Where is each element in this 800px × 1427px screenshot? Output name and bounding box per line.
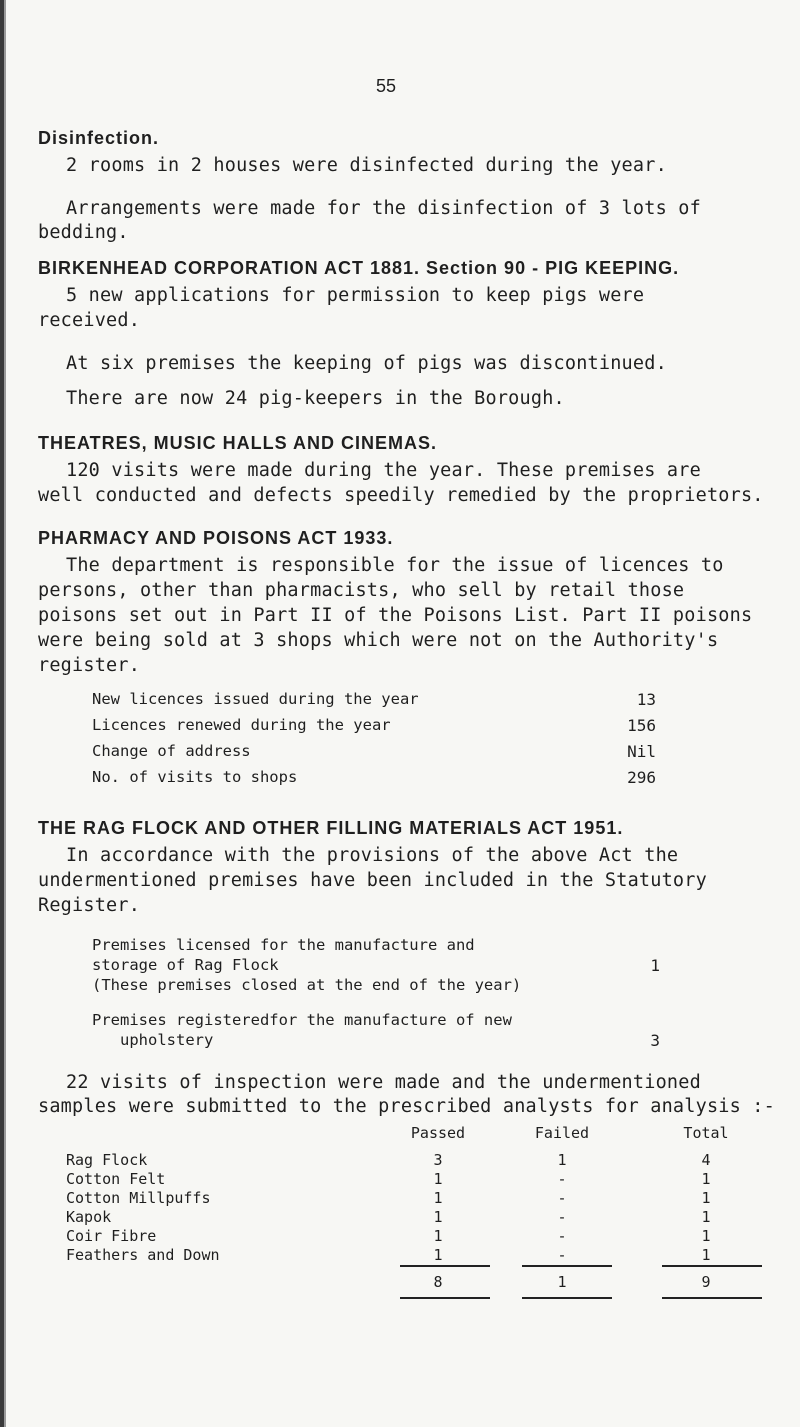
- pharmacy-stat-label: No. of visits to shops: [92, 768, 298, 786]
- page-number: 55: [376, 76, 397, 96]
- pig-keeping-heading: BIRKENHEAD CORPORATION ACT 1881. Section 90 - PIG KEEPING.: [38, 258, 680, 278]
- pig-keeping-text-3: At six premises the keeping of pigs was discontinued.: [66, 353, 667, 374]
- theatres-heading: THEATRES, MUSIC HALLS AND CINEMAS.: [38, 433, 438, 453]
- row-passed: 1: [433, 1227, 443, 1245]
- disinfection-text-2: Arrangements were made for the disinfection of 3 lots of: [66, 198, 701, 219]
- pharmacy-stat-value: 156: [627, 716, 656, 735]
- licensed-premises-note: (These premises closed at the end of the year): [92, 976, 522, 994]
- pharmacy-stat-value: 13: [636, 690, 656, 709]
- rag-flock-text-2: undermentioned premises have been included in the Statutory: [38, 870, 707, 891]
- column-header-passed: Passed: [410, 1124, 466, 1142]
- pharmacy-stat-label: New licences issued during the year: [92, 690, 419, 708]
- licensed-premises-text-1: Premises licensed for the manufacture and: [92, 936, 475, 954]
- pharmacy-text-5: register.: [38, 655, 141, 676]
- theatres-text-2: well conducted and defects speedily remedied by the proprietors.: [38, 485, 764, 506]
- row-name: Coir Fibre: [66, 1227, 157, 1245]
- visits-text-1: 22 visits of inspection were made and the undermentioned: [66, 1072, 701, 1093]
- pharmacy-text-2: persons, other than pharmacists, who sell by retail those: [38, 580, 685, 601]
- row-total: 1: [701, 1189, 711, 1207]
- row-total: 1: [701, 1227, 711, 1245]
- total-failed: 1: [557, 1273, 567, 1291]
- row-failed: -: [557, 1189, 567, 1207]
- pharmacy-heading: PHARMACY AND POISONS ACT 1933.: [38, 528, 394, 548]
- page-edge-shadow-inner: [4, 0, 6, 1427]
- row-total: 1: [701, 1208, 711, 1226]
- licensed-premises-value: 1: [650, 956, 660, 975]
- row-passed: 1: [433, 1189, 443, 1207]
- registered-premises-text-1: Premises registeredfor the manufacture of new: [92, 1011, 512, 1029]
- total-rule-total: [662, 1265, 762, 1267]
- row-failed: -: [557, 1208, 567, 1226]
- disinfection-text-1: 2 rooms in 2 houses were disinfected during the year.: [66, 155, 667, 176]
- rag-flock-text-1: In accordance with the provisions of the above Act the: [66, 845, 679, 866]
- total-double-rule-failed: [522, 1297, 612, 1299]
- row-total: 1: [701, 1170, 711, 1188]
- registered-premises-value: 3: [650, 1031, 660, 1050]
- row-failed: -: [557, 1246, 567, 1264]
- visits-text-2: samples were submitted to the prescribed analysts for analysis :-: [38, 1096, 775, 1117]
- licensed-premises-text-2: storage of Rag Flock: [92, 956, 279, 974]
- total-double-rule-passed: [400, 1297, 490, 1299]
- row-name: Cotton Felt: [66, 1170, 166, 1188]
- column-header-total: Total: [683, 1124, 729, 1142]
- theatres-text-1: 120 visits were made during the year. These premises are: [66, 460, 701, 481]
- row-failed: 1: [557, 1151, 567, 1169]
- row-failed: -: [557, 1227, 567, 1245]
- column-header-failed: Failed: [534, 1124, 590, 1142]
- row-total: 4: [701, 1151, 711, 1169]
- row-failed: -: [557, 1170, 567, 1188]
- pharmacy-stat-label: Change of address: [92, 742, 251, 760]
- pharmacy-text-1: The department is responsible for the issue of licences to: [66, 555, 724, 576]
- row-name: Kapok: [66, 1208, 112, 1226]
- disinfection-text-3: bedding.: [38, 222, 129, 243]
- total-rule-passed: [400, 1265, 490, 1267]
- row-passed: 1: [433, 1170, 443, 1188]
- total-total: 9: [701, 1273, 711, 1291]
- row-name: Feathers and Down: [66, 1246, 220, 1264]
- pig-keeping-text-1: 5 new applications for permission to keep pigs were: [66, 285, 645, 306]
- pig-keeping-text-2: received.: [38, 310, 141, 331]
- total-rule-failed: [522, 1265, 612, 1267]
- row-name: Rag Flock: [66, 1151, 148, 1169]
- total-double-rule-total: [662, 1297, 762, 1299]
- row-name: Cotton Millpuffs: [66, 1189, 211, 1207]
- pig-keeping-text-4: There are now 24 pig-keepers in the Borough.: [66, 388, 565, 409]
- pharmacy-stat-value: 296: [627, 768, 656, 787]
- pharmacy-stat-label: Licences renewed during the year: [92, 716, 391, 734]
- row-passed: 1: [433, 1208, 443, 1226]
- rag-flock-text-3: Register.: [38, 895, 141, 916]
- row-passed: 1: [433, 1246, 443, 1264]
- registered-premises-text-2: upholstery: [120, 1031, 214, 1049]
- pharmacy-text-3: poisons set out in Part II of the Poisons List. Part II poisons: [38, 605, 753, 626]
- pharmacy-text-4: were being sold at 3 shops which were not on the Authority's: [38, 630, 719, 651]
- disinfection-heading: Disinfection.: [38, 128, 160, 148]
- row-passed: 3: [433, 1151, 443, 1169]
- rag-flock-heading: THE RAG FLOCK AND OTHER FILLING MATERIALS ACT 1951.: [38, 818, 624, 838]
- row-total: 1: [701, 1246, 711, 1264]
- pharmacy-stat-value: Nil: [627, 742, 656, 761]
- total-passed: 8: [433, 1273, 443, 1291]
